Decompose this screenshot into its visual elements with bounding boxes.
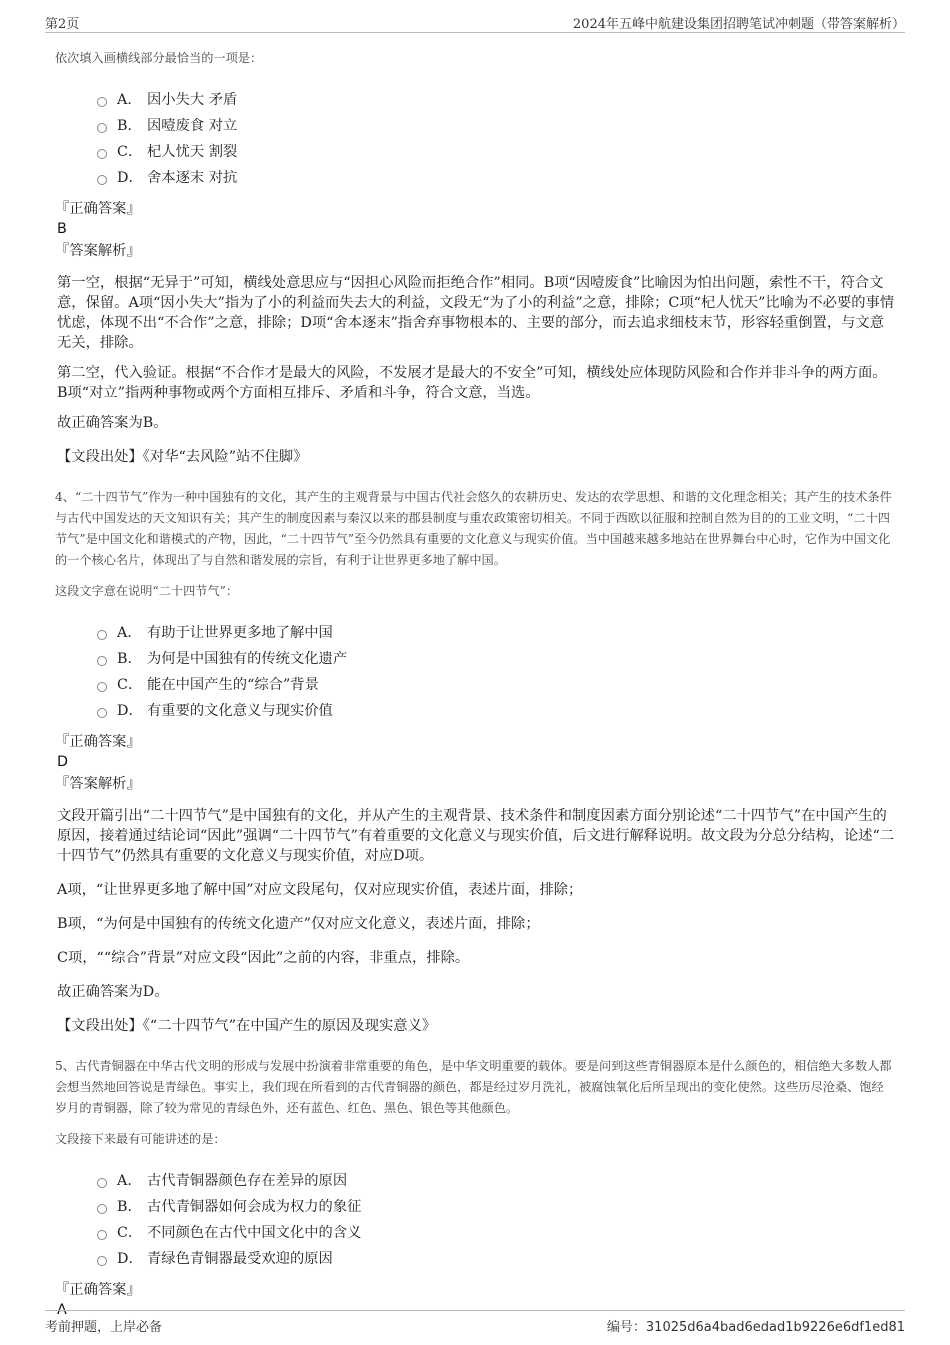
document-title: 2024年五峰中航建设集团招聘笔试冲刺题（带答案解析） xyxy=(572,17,905,32)
footer-slogan: 考前押题，上岸必备 xyxy=(45,1320,163,1335)
q4-options xyxy=(55,620,895,724)
q4-analysis-p4: C项，““综合”背景”对应文段“因此”之前的内容，非重点，排除。 xyxy=(57,950,470,966)
q3-option-b[interactable]: B． 因噎废食 对立 xyxy=(97,113,895,139)
q5-stem: 5、古代青铜器在中华古代文明的形成与发展中扮演着非常重要的角色，是中华文明重要的载体。要是问到这些青铜器原本是什么颜色的，相信绝大多数人都会想当然地回答说是青绿色。事实上，我们现在所看到的古代青铜器的颜色，都是经过岁月洗礼，被腐蚀氧化后所呈现出的变化使然。这些历尽沧桑、饱经岁月的青铜器，除了较为常见的青绿色外，还有蓝色、红色、黑色、银色等其他颜色。 xyxy=(55,1059,892,1115)
document-code: 编号：31025d6a4bad6edad1b9226e6df1ed81 xyxy=(606,1320,905,1335)
radio-icon[interactable] xyxy=(97,1204,107,1214)
radio-icon[interactable] xyxy=(97,123,107,133)
q4-answer-label: 『正确答案』 xyxy=(55,734,141,750)
q5-option-a[interactable]: A． 古代青铜器颜色存在差异的原因 xyxy=(97,1168,895,1194)
radio-icon[interactable] xyxy=(97,1230,107,1240)
q3-prompt: 依次填入画横线部分最恰当的一项是： xyxy=(55,51,263,65)
q5-options xyxy=(55,1168,895,1272)
q4-analysis-label: 『答案解析』 xyxy=(55,776,141,792)
q4-stem: 4、“二十四节气”作为一种中国独有的文化，其产生的主观背景与中国古代社会悠久的农耕历史、发达的农学思想、和谐的文化理念相关；其产生的技术条件与古代中国发达的天文知识有关；其产生的制度因素与秦汉以来的郡县制度与重农政策密切相关。不同于西欧以征服和控制自然为目的的工业文明，“二十四节气”是中国文化和谐模式的产物，因此，“二十四节气”至今仍然具有重要的文化意义与现实价值。当中国越来越多地站在世界舞台中心时，它作为中国文化的一个核心名片，体现出了与自然和谐发展的宗旨，有利于让世界更多地了解中国。 xyxy=(55,490,892,567)
q4-analysis-p2: A项，“让世界更多地了解中国”对应文段尾句，仅对应现实价值，表述片面，排除； xyxy=(57,882,583,898)
q5-answer-label: 『正确答案』 xyxy=(55,1282,141,1298)
radio-icon[interactable] xyxy=(97,656,107,666)
document-body xyxy=(55,40,895,1320)
q3-analysis-p2: 第二空，代入验证。根据“不合作才是最大的风险，不发展才是最大的不安全”可知，横线处应体现防风险和合作并非斗争的两方面。B项“对立”指两种事物或两个方面相互排斥、矛盾和斗争，符合文意，当选。 xyxy=(57,365,887,401)
q5-prompt: 文段接下来最有可能讲述的是： xyxy=(55,1132,226,1146)
page-footer xyxy=(45,1310,905,1339)
q4-option-a[interactable]: A． 有助于让世界更多地了解中国 xyxy=(97,620,895,646)
page-header xyxy=(45,8,905,33)
q3-analysis-p3: 故正确答案为B。 xyxy=(57,415,168,431)
radio-icon[interactable] xyxy=(97,97,107,107)
q4-analysis-p3: B项，“为何是中国独有的传统文化遗产”仅对应文化意义，表述片面，排除； xyxy=(57,916,540,932)
radio-icon[interactable] xyxy=(97,630,107,640)
q3-option-c[interactable]: C． 杞人忧天 割裂 xyxy=(97,139,895,165)
q5-answer: A xyxy=(57,1302,67,1318)
q3-analysis-p1: 第一空，根据“无异于”可知，横线处意思应与“因担心风险而拒绝合作”相同。B项“因噎废食”比喻因为怕出问题，索性不干，符合文意，保留。A项“因小失大”指为了小的利益而失去大的利益，文段无“为了小的利益”之意，排除；C项“杞人忧天”比喻为不必要的事情忧虑，体现不出“不合作”之意，排除；D项“舍本逐末”指舍弃事物根本的、主要的部分，而去追求细枝末节，形容轻重倒置，与文意无关，排除。 xyxy=(57,275,895,351)
radio-icon[interactable] xyxy=(97,1178,107,1188)
q3-option-a[interactable]: A． 因小失大 矛盾 xyxy=(97,87,895,113)
q4-answer: D xyxy=(57,754,69,770)
page-number: 第2页 xyxy=(45,17,80,32)
radio-icon[interactable] xyxy=(97,149,107,159)
q5-option-c[interactable]: C． 不同颜色在古代中国文化中的含义 xyxy=(97,1220,895,1246)
q3-options xyxy=(55,87,895,191)
q4-analysis-p5: 故正确答案为D。 xyxy=(57,984,169,1000)
radio-icon[interactable] xyxy=(97,175,107,185)
q4-prompt: 这段文字意在说明“二十四节气”： xyxy=(55,584,239,598)
q5-option-d[interactable]: D． 青绿色青铜器最受欢迎的原因 xyxy=(97,1246,895,1272)
radio-icon[interactable] xyxy=(97,1256,107,1266)
q4-option-d[interactable]: D． 有重要的文化意义与现实价值 xyxy=(97,698,895,724)
q4-option-c[interactable]: C． 能在中国产生的“综合”背景 xyxy=(97,672,895,698)
q4-analysis-p1: 文段开篇引出“二十四节气”是中国独有的文化，并从产生的主观背景、技术条件和制度因素方面分别论述“二十四节气”在中国产生的原因，接着通过结论词“因此”强调“二十四节气”有着重要的文化意义与现实价值，后文进行解释说明。故文段为分总分结构，论述“二十四节气”仍然具有重要的文化意义与现实价值，对应D项。 xyxy=(57,808,895,864)
q3-analysis-label: 『答案解析』 xyxy=(55,243,141,259)
q3-answer-label: 『正确答案』 xyxy=(55,201,141,217)
radio-icon[interactable] xyxy=(97,708,107,718)
q4-option-b[interactable]: B． 为何是中国独有的传统文化遗产 xyxy=(97,646,895,672)
q5-option-b[interactable]: B． 古代青铜器如何会成为权力的象征 xyxy=(97,1194,895,1220)
q4-source: 【文段出处】《“二十四节气”在中国产生的原因及现实意义》 xyxy=(57,1018,437,1034)
q3-option-d[interactable]: D． 舍本逐末 对抗 xyxy=(97,165,895,191)
radio-icon[interactable] xyxy=(97,682,107,692)
q3-source: 【文段出处】《对华“去风险”站不住脚》 xyxy=(57,449,308,465)
q3-answer: B xyxy=(57,221,67,237)
